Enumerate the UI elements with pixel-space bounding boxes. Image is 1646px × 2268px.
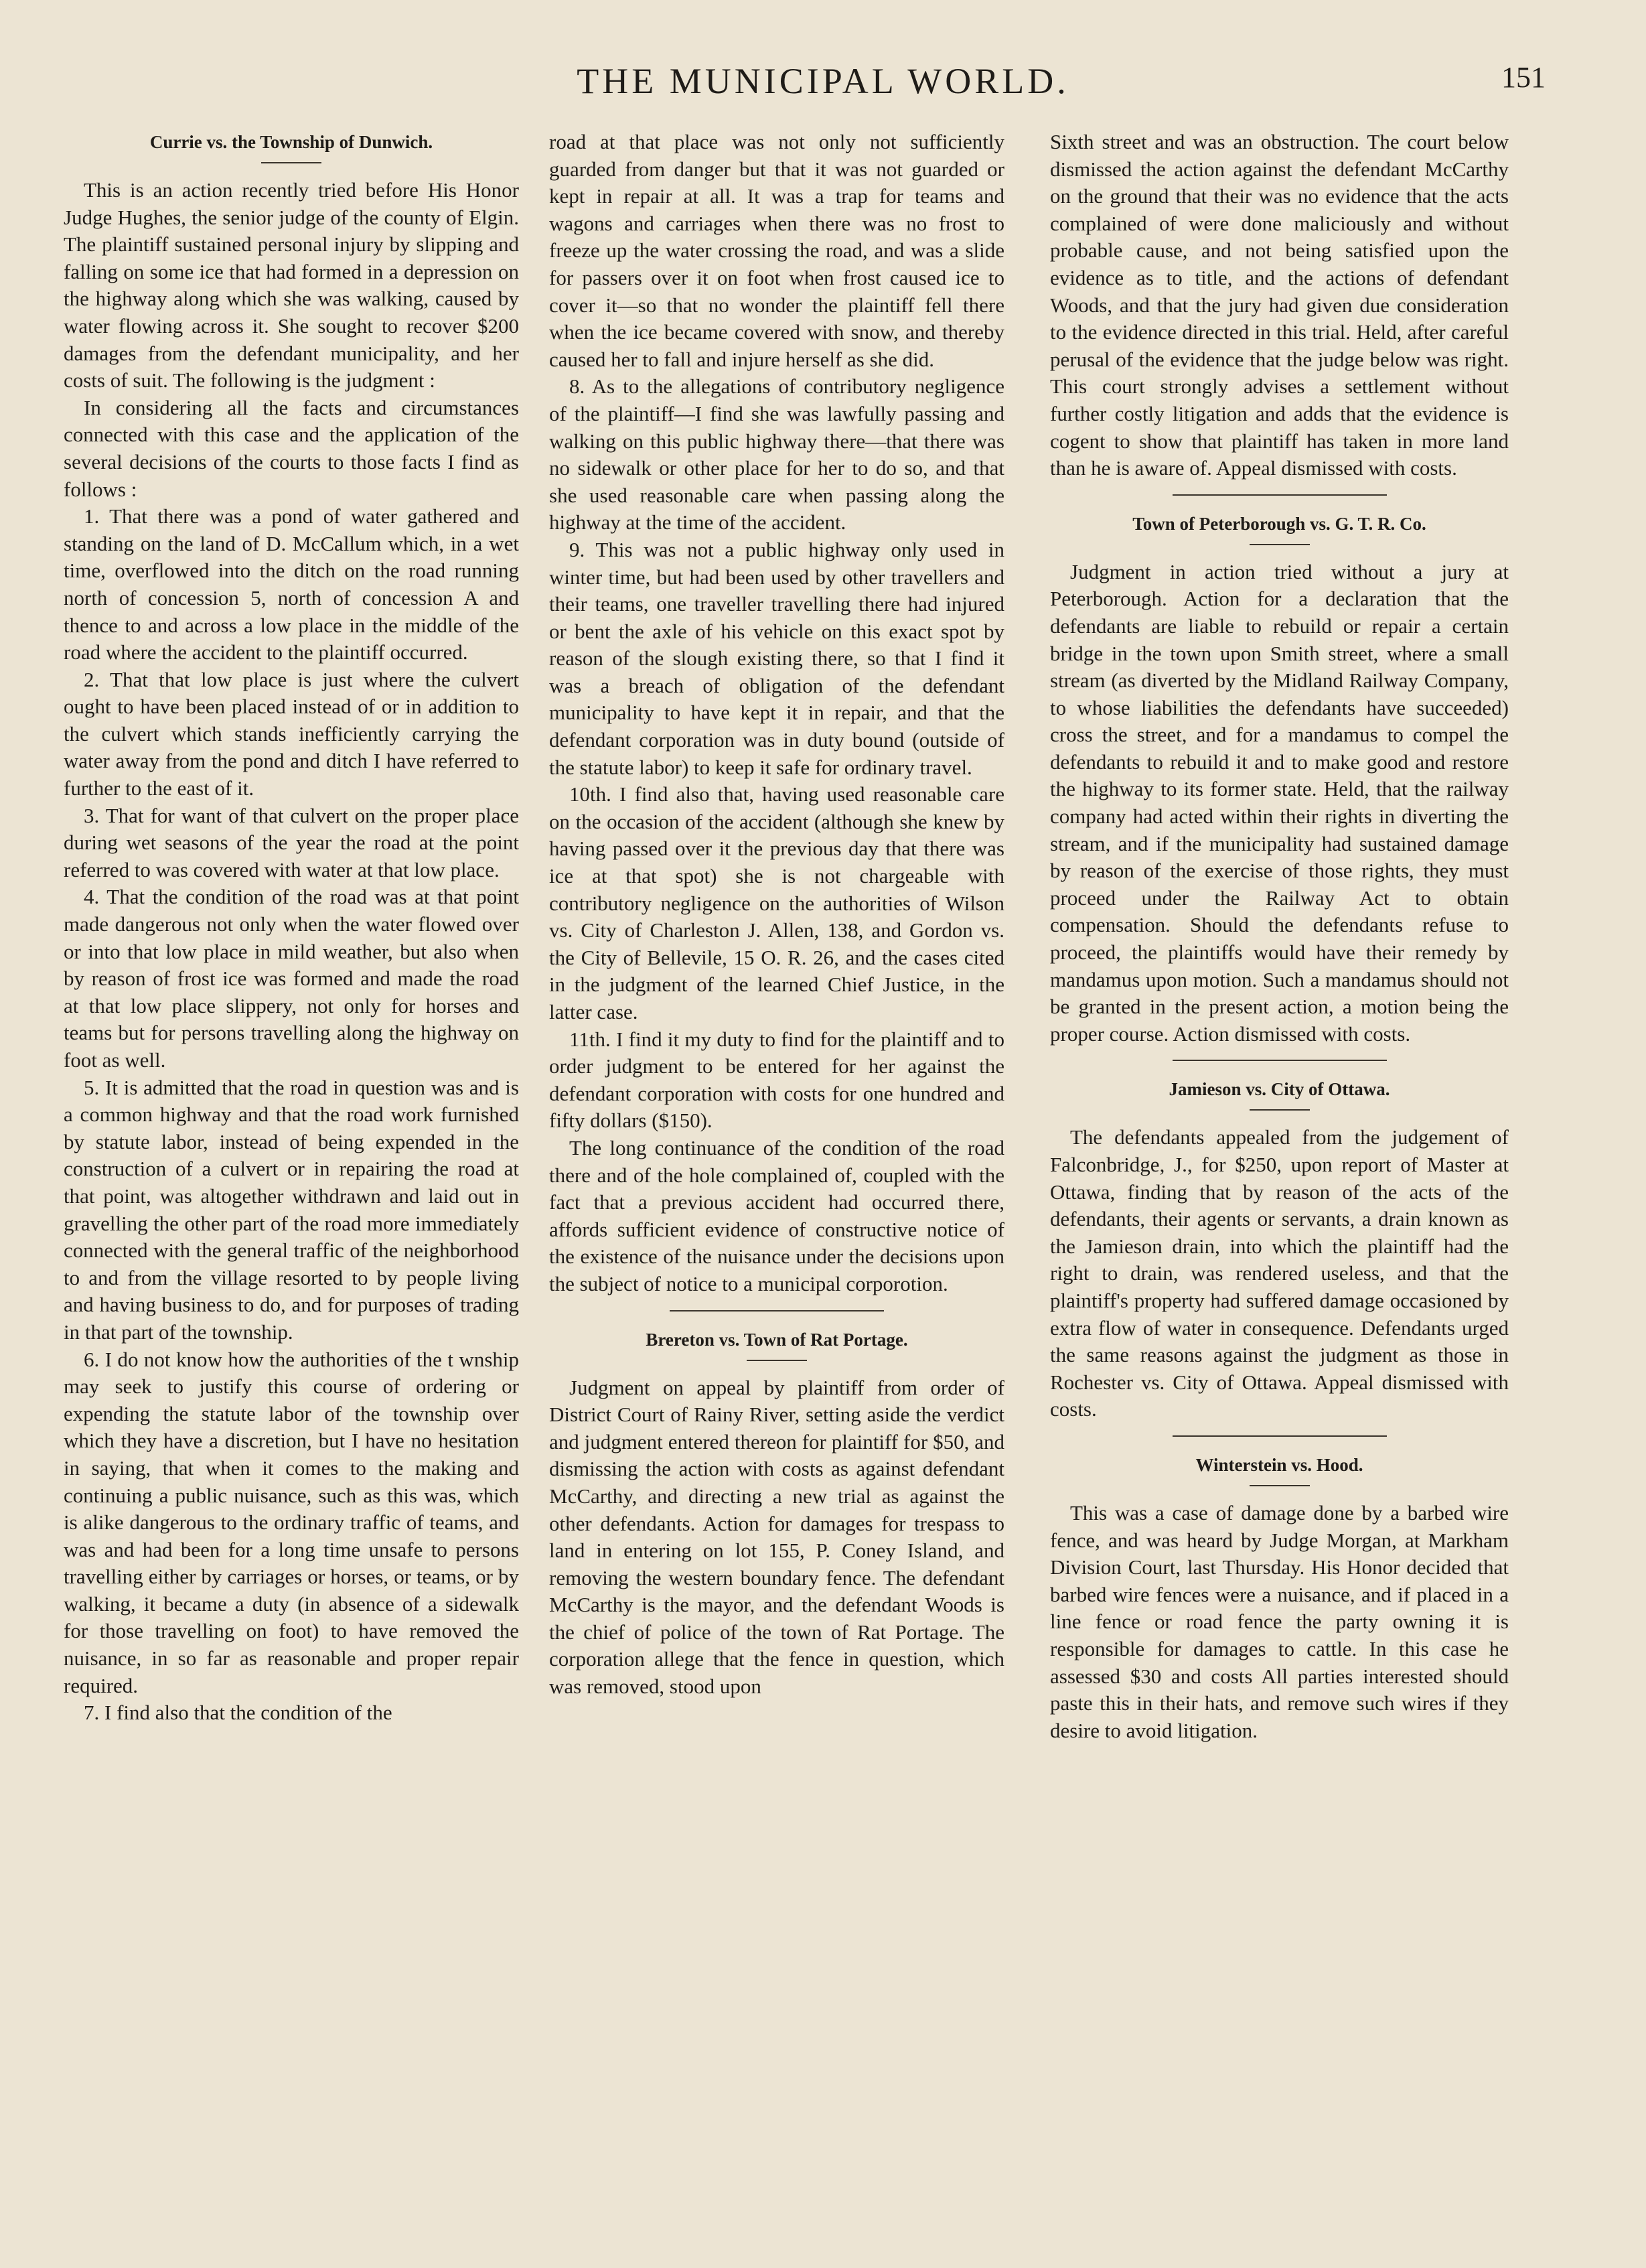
- article-divider: [1173, 494, 1387, 496]
- article-divider: [1173, 1060, 1387, 1061]
- article-heading-winterstein: Winterstein vs. Hood.: [1195, 1454, 1363, 1475]
- article-paragraph: 1. That there was a pond of water gathered and standing on the land of D. McCallum which, in a wet time, overflowed into the ditch on the road running north of concession 5, north of concession A and thence to and across a low place in the middle of the road where the accident to the plaintiff occurred.: [64, 504, 519, 664]
- page-number: 151: [1501, 61, 1546, 94]
- heading-dash: [261, 162, 321, 163]
- article-paragraph: Judgment in action tried without a jury at Peterborough. Action for a declaration that the defendants are liable to rebuild or repair a certain bridge in the town upon Smith street, where a small stream (as diverted by the Midland Railway Company, to whose liabilities the defendants have succeeded) cross the street, and for a mandamus to compel the defendants to rebuild it and to make good and restore the highway to its former state. Held, that the railway company had acted within their rights in diverting the stream, and if the municipality had sustained damage by reason of the exercise of those rights, they must proceed under the Railway Act to obtain compensation. Should the defendants refuse to proceed, the plaintiffs would have their remedy by mandamus upon motion. Such a mandamus should not be granted in the present action, a motion being the proper course. Action dismissed with costs.: [1050, 559, 1509, 1046]
- article-paragraph: 7. I find also that the condition of the: [84, 1701, 392, 1725]
- article-paragraph: 5. It is admitted that the road in question was and is a common highway and that the road work furnished by statute labor, instead of being expended in the construction of a culvert or in repairing the road at that point, was altogether withdrawn and laid out in gravelling the other part of the road more immediately connected with the general traffic of the neighborhood to and from the village resorted to by people living and having business to do, and for purposes of trading in that part of the township.: [64, 1075, 519, 1344]
- article-paragraph: 3. That for want of that culvert on the proper place during wet seasons of the year the road at the point referred to was covered with water at that low place.: [64, 803, 519, 881]
- article-paragraph: This was a case of damage done by a barbed wire fence, and was heard by Judge Morgan, at Markham Division Court, last Thursday. His Honor decided that barbed wire fences were a nuisance, and if placed in a line fence or road fence the party owning it is responsible for damages to cattle. In this case he assessed $30 and costs All parties interested should paste this in their hats, and remove such wires if they desire to avoid litigation.: [1050, 1500, 1509, 1742]
- column-2: [549, 129, 1004, 2239]
- heading-dash: [747, 1360, 807, 1361]
- article-divider: [1173, 1435, 1387, 1437]
- column-1: [64, 129, 519, 2239]
- heading-dash: [1250, 1109, 1310, 1111]
- article-paragraph: 4. That the condition of the road was at that point made dangerous not only when the water flowed over or into that low place in mild weather, but also when by reason of frost ice was formed and made the road at that low place slippery, not only for horses and teams but for persons travelling along the highway on foot as well.: [64, 885, 519, 1072]
- article-paragraph: The defendants appealed from the judgement of Falconbridge, J., for $250, upon report of Master at Ottawa, finding that by reason of the acts of the defendants, their agents or servants, a drain known as the Jamieson drain, into which the plaintiff had the right to drain, was rendered useless, and that the plaintiff's property had suffered damage occasioned by extra flow of water in consequence. Defendants urged the same reasons against the judgment as those in Rochester vs. City of Ottawa. Appeal dismissed with costs.: [1050, 1125, 1509, 1421]
- article-paragraph: road at that place was not only not sufficiently guarded from danger but that it was not guarded or kept in repair at all. It was a trap for teams and wagons and carriages when there was no frost to freeze up the water crossing the road, and was a slide for passers over it on foot when frost caused ice to cover it—so that no wonder the plaintiff fell there when the ice became covered with snow, and thereby caused her to fall and injure herself as she did.: [549, 130, 1004, 371]
- heading-dash: [1250, 1485, 1310, 1486]
- article-heading-peterborough: Town of Peterborough vs. G. T. R. Co.: [1132, 513, 1426, 534]
- article-paragraph: 10th. I find also that, having used reasonable care on the occasion of the accident (although she knew by having passed over it the previous day that there was ice at that spot) she is not chargeable with contributory negligence on the authorities of Wilson vs. City of Charleston J. Allen, 138, and Gordon vs. the City of Bellevile, 15 O. R. 26, and the cases cited in the judgment of the learned Chief Justice, in the latter case.: [549, 782, 1004, 1023]
- publication-title: THE MUNICIPAL WORLD.: [577, 61, 1069, 101]
- article-divider: [670, 1310, 884, 1312]
- article-heading-brereton: Brereton vs. Town of Rat Portage.: [646, 1329, 908, 1350]
- article-heading-currie: Currie vs. the Township of Dunwich.: [149, 132, 433, 152]
- article-paragraph: 6. I do not know how the authorities of the t wnship may seek to justify this course of ordering or expending the statute labor of the township over which they have a discretion, but I have no hesitation in saying, that when it comes to the making and continuing a public nuisance, such as this was, which is alike dangerous to the ordinary traffic of teams, and was and had been for a long time unsafe to persons travelling either by carriages or horses, or teams, or by walking, it became a duty (in absence of a sidewalk for those travelling on foot) to have removed the nuisance, in so far as reasonable and proper repair required.: [64, 1347, 519, 1697]
- article-paragraph: The long continuance of the condition of the road there and of the hole complained of, coupled with the fact that a previous accident had occurred there, affords sufficient evidence of constructive notice of the existence of the nuisance under the decisions upon the subject of notice to a municipal corporotion.: [549, 1135, 1004, 1295]
- heading-dash: [1250, 544, 1310, 545]
- article-paragraph: 2. That that low place is just where the culvert ought to have been placed instead of or in addition to the culvert which stands inefficiently carrying the water away from the pond and ditch I have referred to further to the east of it.: [64, 667, 519, 800]
- article-paragraph: Judgment on appeal by plaintiff from order of District Court of Rainy River, setting aside the verdict and judgment entered thereon for plaintiff for $50, and dismissing the action with costs as against defendant McCarthy, and directing a new trial as against the other defendants. Action for damages for trespass to land in entering on lot 155, P. Coney Island, and removing the western boundary fence. The defendant McCarthy is the mayor, and the defendant Woods is the chief of police of the town of Rat Portage. The corporation allege that the fence in question, which was removed, stood upon: [549, 1375, 1004, 1699]
- article-paragraph: 9. This was not a public highway only used in winter time, but had been used by other travellers and their teams, one traveller travelling there had injured or bent the axle of his vehicle on this exact spot by reason of the slough existing there, so that I find it was a breach of obligation of the defendant municipality to have kept it in repair, and that the defendant corporation was in duty bound (outside of the statute labor) to keep it safe for ordinary travel.: [549, 537, 1004, 779]
- article-paragraph: 11th. I find it my duty to find for the plaintiff and to order judgment to be entered for her against the defendant corporation with costs for one hundred and fifty dollars ($150).: [549, 1027, 1004, 1133]
- article-paragraph: This is an action recently tried before His Honor Judge Hughes, the senior judge of the county of Elgin. The plaintiff sustained personal injury by slipping and falling on some ice that had formed in a depression on the highway along which she was walking, caused by water flowing across it. She sought to recover $200 damages from the defendant municipality, and her costs of suit. The following is the judgment :: [64, 178, 519, 393]
- article-paragraph: 8. As to the allegations of contributory negligence of the plaintiff—I find she was lawfully passing and walking on this public highway there—that there was no sidewalk or other place for her to do so, and that she used reasonable care when passing along the highway at the time of the accident.: [549, 374, 1004, 535]
- article-paragraph: In considering all the facts and circumstances connected with this case and the application of the several decisions of the courts to those facts I find as follows :: [64, 395, 519, 501]
- article-paragraph: Sixth street and was an obstruction. The court below dismissed the action against the defendant McCarthy on the ground that their was no evidence that the acts complained of were done maliciously and without probable cause, and not being satisfied upon the evidence as to title, and the actions of defendant Woods, and that the jury had given due consideration to the evidence directed in this trial. Held, after careful perusal of the evidence that the judge below was right. This court strongly advises a settlement without further costly litigation and adds that the evidence is cogent to show that plaintiff has taken in more land than he is aware of. Appeal dismissed with costs.: [1050, 130, 1509, 480]
- column-3: [1050, 129, 1509, 2239]
- masthead: [0, 60, 1646, 121]
- article-heading-jamieson: Jamieson vs. City of Ottawa.: [1169, 1079, 1390, 1100]
